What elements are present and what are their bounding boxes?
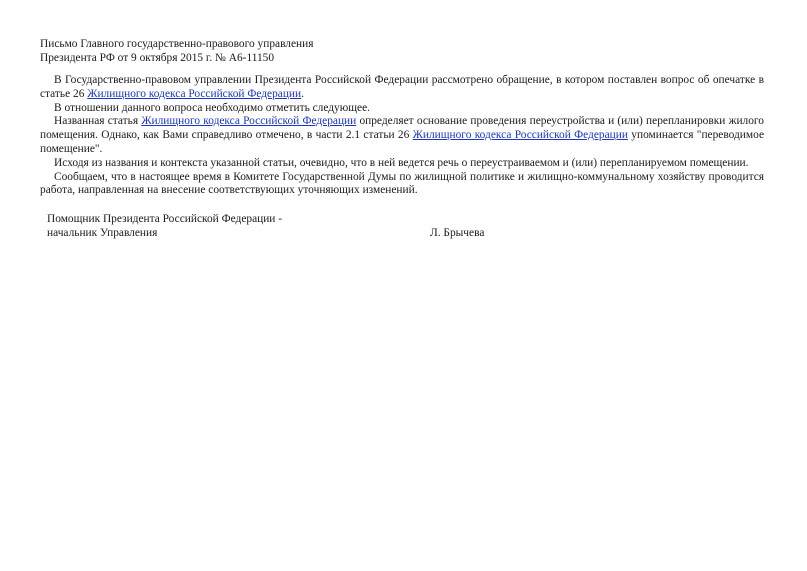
paragraph-3-start: Названная статья xyxy=(54,115,142,128)
title-line-1: Письмо Главного государственно-правового управления xyxy=(40,38,314,50)
title-line-2: Президента РФ от 9 октября 2015 г. № А6-11150 xyxy=(40,52,275,64)
document-page xyxy=(40,37,764,198)
housing-code-link[interactable]: Жилищного кодекса Российской Федерации xyxy=(412,129,628,142)
paragraph-1-text: В Государственно-правовом управлении Президента Российской Федерации рассмотрено обращение, в котором поставлен вопрос об опечатке в статье 26 xyxy=(40,74,764,100)
signatory-name: Л. Брычева xyxy=(430,227,485,239)
paragraph-5: Сообщаем, что в настоящее время в Комитете Государственной Думы по жилищной политике и жилищно-коммунальному хозяйству проводится работа, направленная на внесение соответствующих уточняющих изменений. xyxy=(40,170,764,197)
paragraph-1-end: . xyxy=(301,87,304,100)
signatory-position-line-1: Помощник Президента Российской Федерации - xyxy=(47,213,283,225)
letter-body xyxy=(40,74,764,198)
signature-block xyxy=(47,212,547,240)
signatory-position-line-2: начальник Управления xyxy=(47,227,158,239)
document-title xyxy=(40,37,764,65)
paragraph-3-end: упоминается "переводимое помещение". xyxy=(40,129,764,155)
paragraph-3-middle: определяет основание проведения переустройства и (или) перепланировки жилого помещения. Однако, как Вами справедливо отмечено, в части 2.1 статьи 26 xyxy=(40,115,765,142)
paragraph-3 xyxy=(40,115,764,156)
paragraph-1 xyxy=(40,74,764,102)
housing-code-link[interactable]: Жилищного кодекса Российской Федерации xyxy=(141,115,357,128)
paragraph-4: Исходя из названия и контекста указанной статьи, очевидно, что в ней ведется речь о переустраиваемом и (или) перепланируемом помещении. xyxy=(54,156,749,169)
paragraph-2: В отношении данного вопроса необходимо отметить следующее. xyxy=(54,101,370,114)
housing-code-link[interactable]: Жилищного кодекса Российской Федерации xyxy=(87,87,302,100)
